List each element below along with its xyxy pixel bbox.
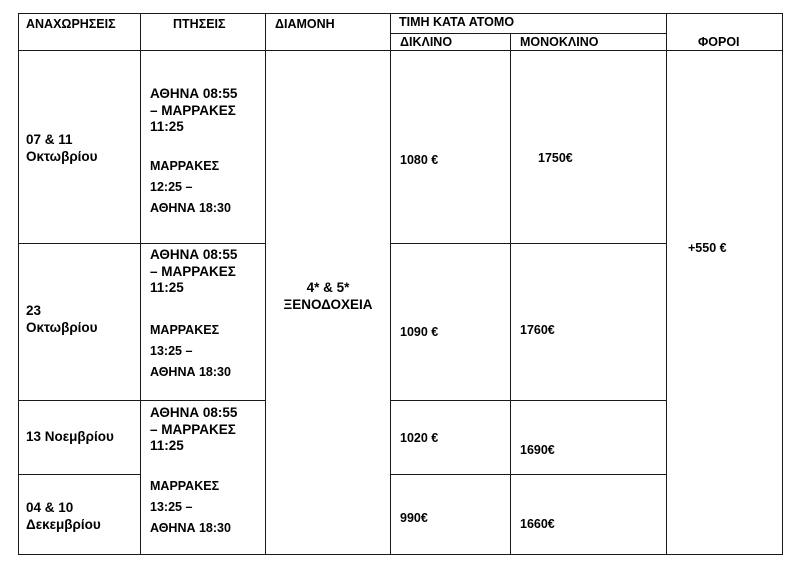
double-room-price: 990€ xyxy=(400,511,428,525)
header-single-room: ΜΟΝΟΚΛΙΝΟ xyxy=(520,35,599,49)
row-divider xyxy=(18,400,265,401)
row-divider xyxy=(390,400,666,401)
header-price-per-person: ΤΙΜΗ ΚΑΤΑ ΑΤΟΜΟ xyxy=(399,15,515,29)
double-room-price: 1090 € xyxy=(400,325,439,339)
row-divider xyxy=(390,474,666,475)
row-divider xyxy=(18,474,140,475)
column-divider xyxy=(510,33,511,555)
header-bottom-line xyxy=(18,50,783,51)
single-room-price: 1750€ xyxy=(538,151,573,165)
column-divider xyxy=(390,13,391,555)
accommodation-value: 4* & 5* ΞΕΝΟΔΟΧΕΙΑ xyxy=(283,280,373,312)
return-flight: ΜΑΡΡΑΚΕΣ 12:25 – ΑΘΗΝΑ 18:30 xyxy=(150,159,231,215)
taxes-value: +550 € xyxy=(688,241,727,255)
column-divider xyxy=(666,13,667,555)
table-border-left xyxy=(18,13,19,555)
return-flight: ΜΑΡΡΑΚΕΣ 13:25 – ΑΘΗΝΑ 18:30 xyxy=(150,323,231,379)
departure-date: 13 Νοεμβρίου xyxy=(26,429,114,444)
outbound-flight: ΑΘΗΝΑ 08:55 – ΜΑΡΡΑΚΕΣ 11:25 xyxy=(150,247,238,295)
outbound-flight: ΑΘΗΝΑ 08:55 – ΜΑΡΡΑΚΕΣ 11:25 xyxy=(150,405,238,453)
single-room-price: 1660€ xyxy=(520,517,555,531)
row-divider xyxy=(390,243,666,244)
departure-date: 04 & 10 Δεκεμβρίου xyxy=(26,500,101,532)
price-subheader-line xyxy=(390,33,666,34)
double-room-price: 1080 € xyxy=(400,153,439,167)
header-accommodation: ΔΙΑΜΟΝΗ xyxy=(275,17,335,31)
header-flights: ΠΤΗΣΕΙΣ xyxy=(173,17,226,31)
single-room-price: 1690€ xyxy=(520,443,555,457)
header-departures: ΑΝΑΧΩΡΗΣΕΙΣ xyxy=(26,17,116,31)
outbound-flight: ΑΘΗΝΑ 08:55 – ΜΑΡΡΑΚΕΣ 11:25 xyxy=(150,86,238,134)
table-border-top xyxy=(18,13,783,14)
table-border-right xyxy=(782,13,783,555)
header-taxes: ΦΟΡΟΙ xyxy=(698,35,740,49)
departure-date: 23 Οκτωβρίου xyxy=(26,303,98,335)
single-room-price: 1760€ xyxy=(520,323,555,337)
header-double-room: ΔΙΚΛΙΝΟ xyxy=(400,35,453,49)
double-room-price: 1020 € xyxy=(400,431,439,445)
row-divider xyxy=(18,243,265,244)
table-border-bottom xyxy=(18,554,783,555)
departure-date: 07 & 11 Οκτωβρίου xyxy=(26,132,98,164)
return-flight: ΜΑΡΡΑΚΕΣ 13:25 – ΑΘΗΝΑ 18:30 xyxy=(150,479,231,535)
column-divider xyxy=(140,13,141,555)
